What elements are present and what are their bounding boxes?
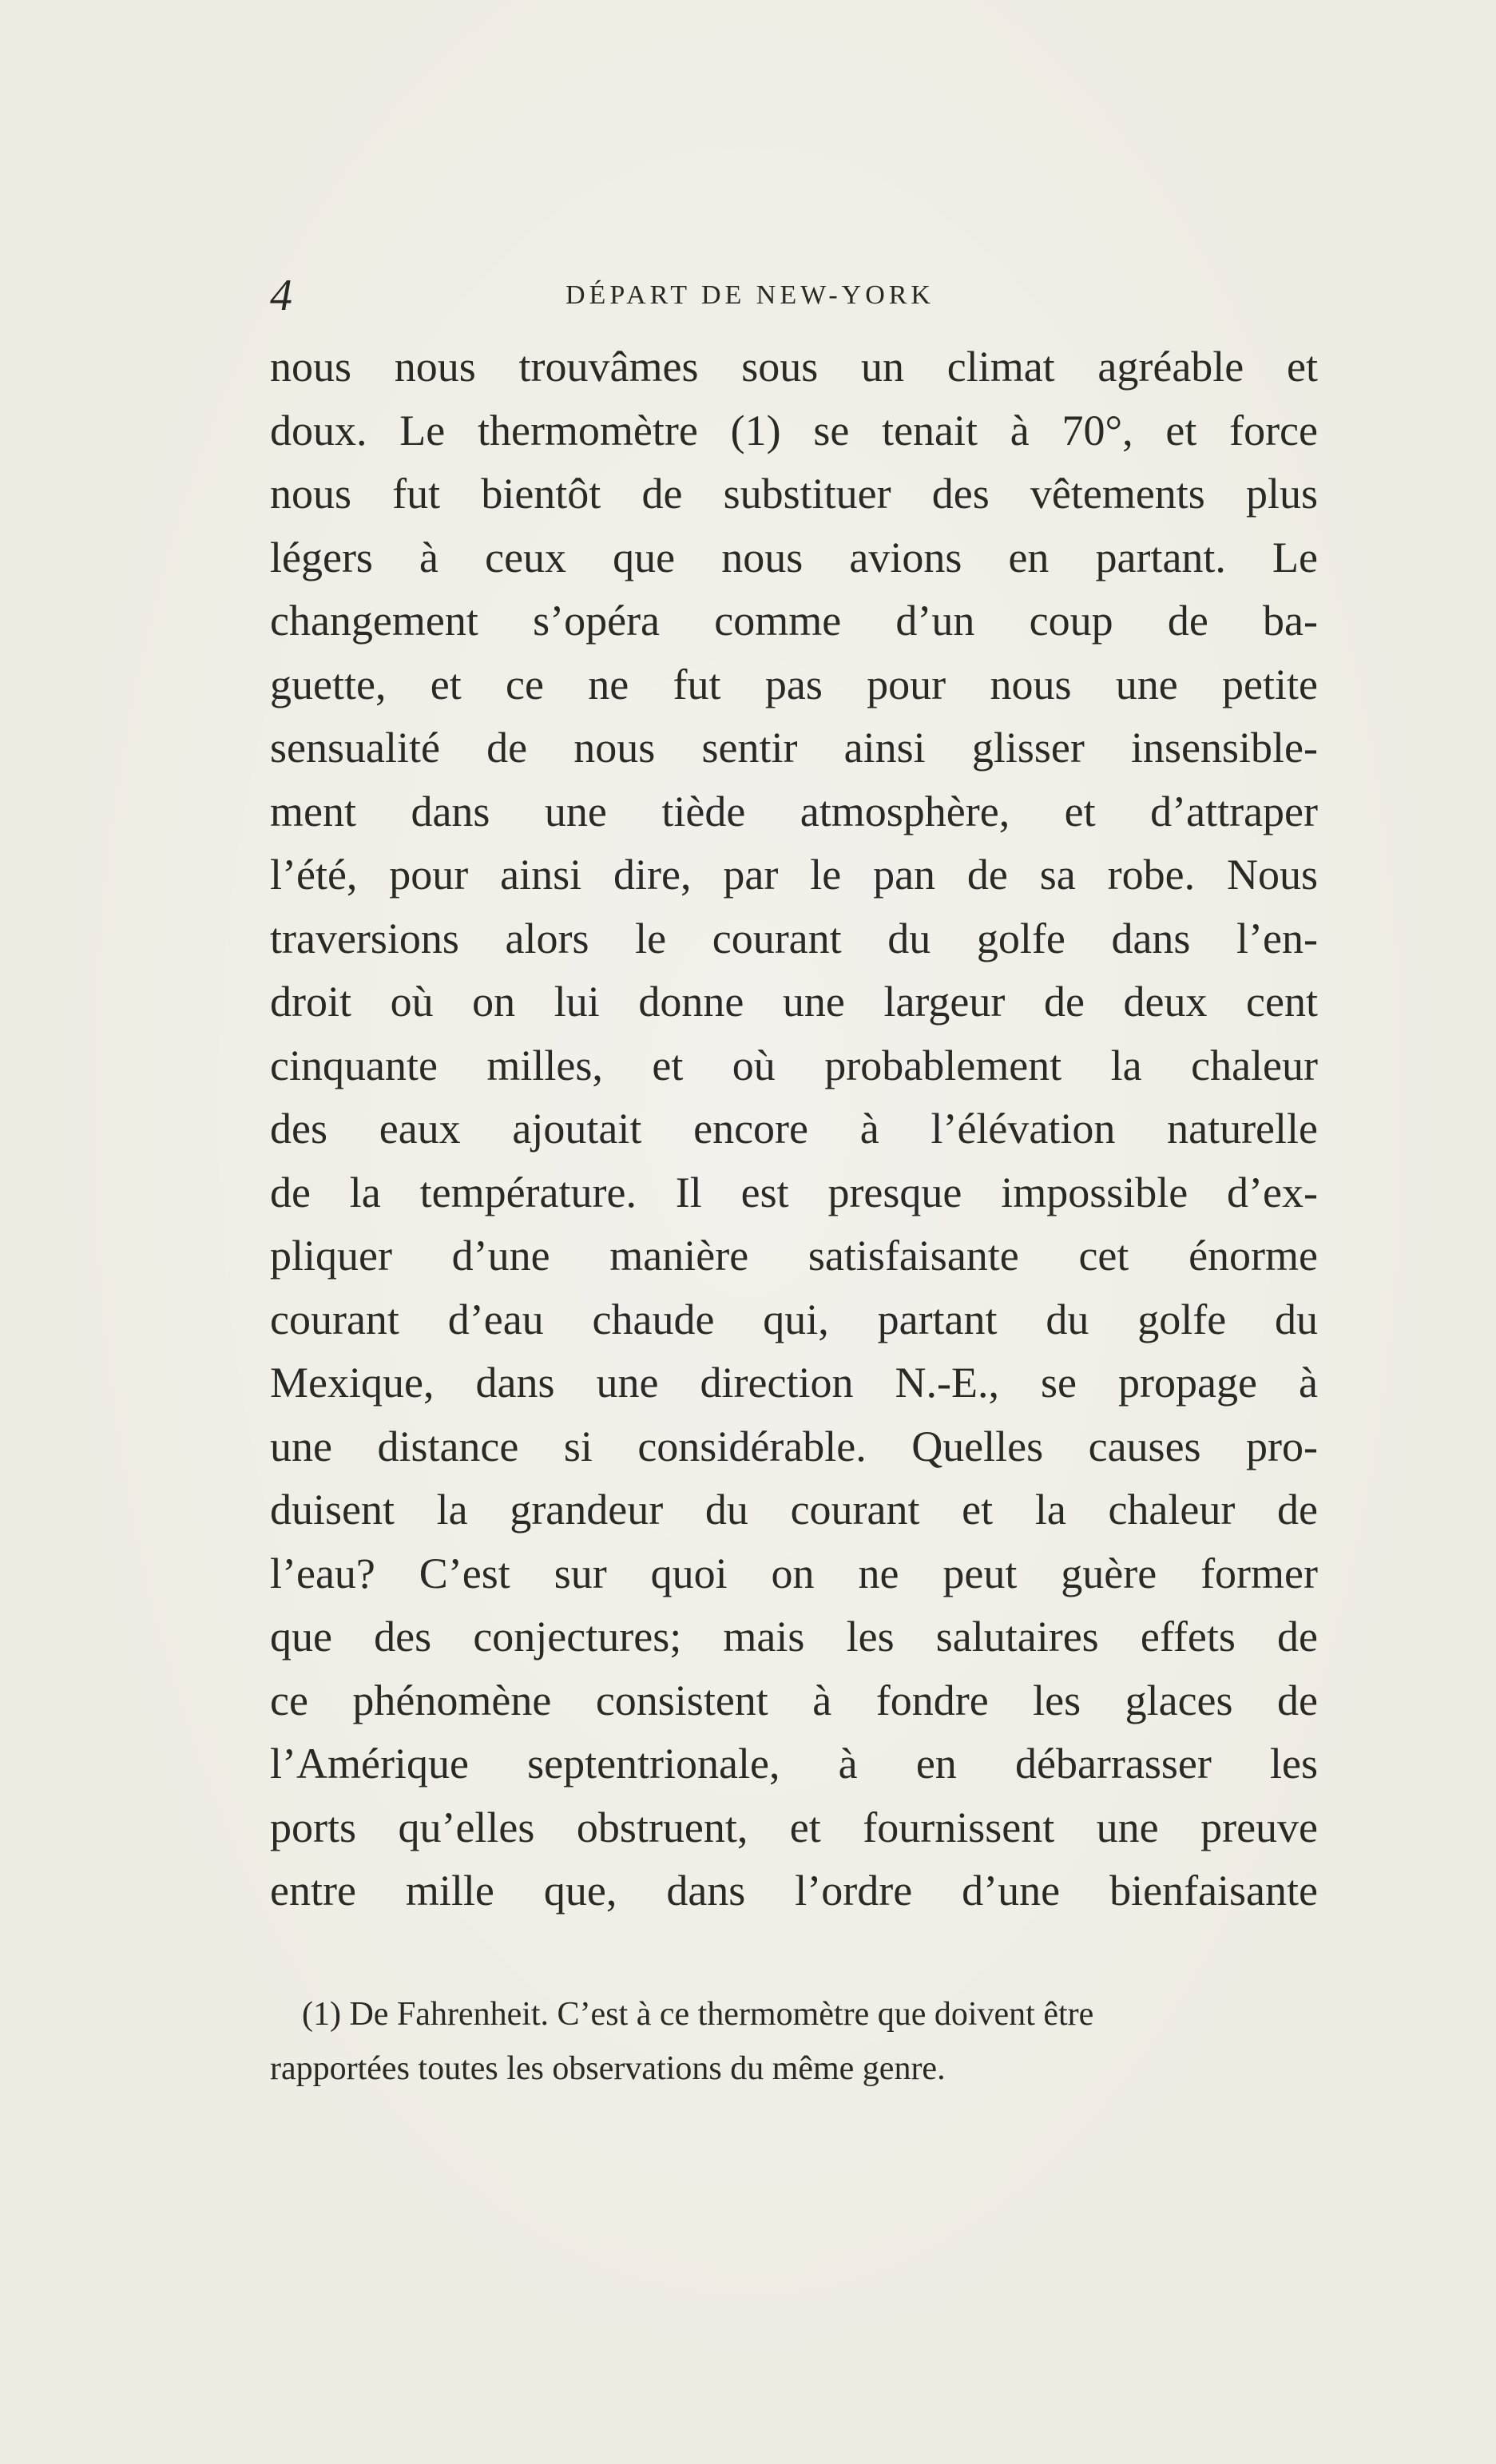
text-line: de la température. Il est presque impossible d’ex- [270, 1168, 1318, 1216]
text-line: l’eau? C’est sur quoi on ne peut guère former [270, 1549, 1318, 1597]
footnote-line: rapportées toutes les observations du même genre. [270, 2050, 946, 2087]
text-line: entre mille que, dans l’ordre d’une bienfaisante [270, 1867, 1318, 1914]
text-line: Mexique, dans une direction N.-E., se propage à [270, 1359, 1318, 1407]
footnote [270, 1987, 1292, 2096]
text-line: que des conjectures; mais les salutaires effets de [270, 1613, 1318, 1661]
text-line: nous fut bientôt de substituer des vêtements plus [270, 470, 1318, 518]
body-text [270, 335, 1318, 1923]
text-line: légers à ceux que nous avions en partant. Le [270, 533, 1318, 581]
text-line: l’Amérique septentrionale, à en débarrasser les [270, 1740, 1318, 1787]
text-line: une distance si considérable. Quelles causes pro- [270, 1422, 1318, 1470]
page-number: 4 [270, 271, 292, 320]
text-line: l’été, pour ainsi dire, par le pan de sa robe. Nous [270, 851, 1318, 899]
text-line: ports qu’elles obstruent, et fournissent une preuve [270, 1803, 1318, 1851]
footnote-line: (1) De Fahrenheit. C’est à ce thermomètre que doivent être [302, 1996, 1094, 2033]
text-line: cinquante milles, et où probablement la chaleur [270, 1041, 1318, 1089]
text-line: nous nous trouvâmes sous un climat agréable et [270, 343, 1318, 391]
text-line: ment dans une tiède atmosphère, et d’attraper [270, 787, 1318, 835]
page-header [270, 272, 1318, 319]
text-line: traversions alors le courant du golfe dans l’en- [270, 914, 1318, 962]
text-line: doux. Le thermomètre (1) se tenait à 70°, et force [270, 406, 1318, 454]
text-line: guette, et ce ne fut pas pour nous une petite [270, 660, 1318, 708]
text-line: pliquer d’une manière satisfaisante cet énorme [270, 1232, 1318, 1280]
text-line: changement s’opéra comme d’un coup de ba- [270, 597, 1318, 645]
text-line: ce phénomène consistent à fondre les glaces de [270, 1676, 1318, 1724]
text-line: droit où on lui donne une largeur de deux cent [270, 978, 1318, 1026]
text-line: duisent la grandeur du courant et la chaleur de [270, 1486, 1318, 1534]
text-line: sensualité de nous sentir ainsi glisser insensible- [270, 724, 1318, 772]
text-line: courant d’eau chaude qui, partant du golfe du [270, 1295, 1318, 1343]
running-title: DÉPART DE NEW-YORK [565, 280, 935, 310]
text-line: des eaux ajoutait encore à l’élévation naturelle [270, 1105, 1318, 1153]
